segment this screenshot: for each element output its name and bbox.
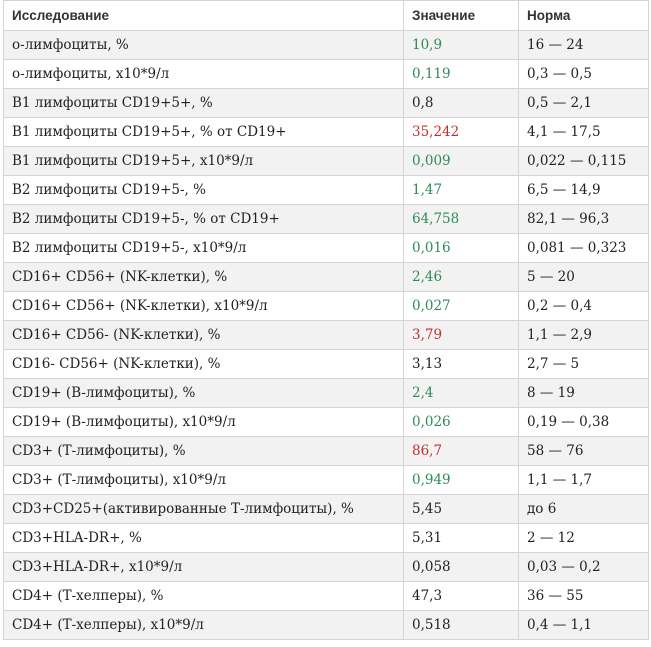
reference-range-cell: 5 — 20 (519, 263, 649, 292)
test-name-cell: о-лимфоциты, х10*9/л (4, 60, 404, 89)
test-name-cell: B2 лимфоциты CD19+5-, % (4, 176, 404, 205)
test-value-cell: 10,9 (404, 31, 519, 60)
test-name-cell: B2 лимфоциты CD19+5-, х10*9/л (4, 234, 404, 263)
reference-range-cell: 6,5 — 14,9 (519, 176, 649, 205)
test-value-cell: 1,47 (404, 176, 519, 205)
test-name-cell: CD3+ (Т-лимфоциты), х10*9/л (4, 466, 404, 495)
test-value-cell: 0,016 (404, 234, 519, 263)
reference-range-cell: 1,1 — 2,9 (519, 321, 649, 350)
test-value-cell: 0,027 (404, 292, 519, 321)
reference-range-cell: 8 — 19 (519, 379, 649, 408)
test-name-cell: о-лимфоциты, % (4, 31, 404, 60)
reference-range-cell: 0,19 — 0,38 (519, 408, 649, 437)
test-name-cell: CD3+HLA-DR+, % (4, 524, 404, 553)
reference-range-cell: до 6 (519, 495, 649, 524)
table-row (4, 60, 649, 89)
reference-range-cell: 4,1 — 17,5 (519, 118, 649, 147)
reference-range-cell: 0,022 — 0,115 (519, 147, 649, 176)
table-row (4, 495, 649, 524)
test-value-cell: 0,949 (404, 466, 519, 495)
reference-range-cell: 2,7 — 5 (519, 350, 649, 379)
header-row (4, 1, 649, 31)
test-value-cell: 3,13 (404, 350, 519, 379)
test-name-cell: CD16+ CD56+ (NK-клетки), х10*9/л (4, 292, 404, 321)
table-body (4, 31, 649, 640)
test-name-cell: B1 лимфоциты CD19+5+, % (4, 89, 404, 118)
test-value-cell: 0,518 (404, 611, 519, 640)
test-value-cell: 0,8 (404, 89, 519, 118)
table-row (4, 263, 649, 292)
table-row (4, 408, 649, 437)
reference-range-cell: 1,1 — 1,7 (519, 466, 649, 495)
table-row (4, 437, 649, 466)
test-value-cell: 2,46 (404, 263, 519, 292)
test-name-cell: CD4+ (Т-хелперы), % (4, 582, 404, 611)
test-value-cell: 35,242 (404, 118, 519, 147)
table-row (4, 524, 649, 553)
table-row (4, 89, 649, 118)
test-value-cell: 86,7 (404, 437, 519, 466)
reference-range-cell: 0,03 — 0,2 (519, 553, 649, 582)
test-value-cell: 0,009 (404, 147, 519, 176)
table-row (4, 292, 649, 321)
table-row (4, 582, 649, 611)
table-row (4, 611, 649, 640)
header-test: Исследование (4, 1, 404, 31)
test-name-cell: CD16- CD56+ (NK-клетки), % (4, 350, 404, 379)
table-row (4, 350, 649, 379)
reference-range-cell: 0,5 — 2,1 (519, 89, 649, 118)
table-header (4, 1, 649, 31)
test-value-cell: 0,058 (404, 553, 519, 582)
test-name-cell: B1 лимфоциты CD19+5+, х10*9/л (4, 147, 404, 176)
table-row (4, 118, 649, 147)
table-row (4, 234, 649, 263)
reference-range-cell: 0,3 — 0,5 (519, 60, 649, 89)
reference-range-cell: 0,2 — 0,4 (519, 292, 649, 321)
test-name-cell: B1 лимфоциты CD19+5+, % от CD19+ (4, 118, 404, 147)
test-name-cell: CD4+ (Т-хелперы), х10*9/л (4, 611, 404, 640)
reference-range-cell: 82,1 — 96,3 (519, 205, 649, 234)
test-name-cell: CD16+ CD56+ (NK-клетки), % (4, 263, 404, 292)
reference-range-cell: 2 — 12 (519, 524, 649, 553)
test-value-cell: 0,119 (404, 60, 519, 89)
test-name-cell: CD19+ (B-лимфоциты), х10*9/л (4, 408, 404, 437)
table-row (4, 553, 649, 582)
test-value-cell: 5,45 (404, 495, 519, 524)
reference-range-cell: 36 — 55 (519, 582, 649, 611)
test-value-cell: 64,758 (404, 205, 519, 234)
table-row (4, 147, 649, 176)
header-value: Значение (404, 1, 519, 31)
test-name-cell: CD16+ CD56- (NK-клетки), % (4, 321, 404, 350)
table-row (4, 31, 649, 60)
table-row (4, 379, 649, 408)
table-row (4, 176, 649, 205)
reference-range-cell: 0,081 — 0,323 (519, 234, 649, 263)
test-name-cell: CD3+CD25+(активированные Т-лимфоциты), % (4, 495, 404, 524)
table-row (4, 466, 649, 495)
test-value-cell: 2,4 (404, 379, 519, 408)
table-row (4, 205, 649, 234)
test-value-cell: 5,31 (404, 524, 519, 553)
test-name-cell: CD3+ (Т-лимфоциты), % (4, 437, 404, 466)
table-row (4, 321, 649, 350)
test-name-cell: CD19+ (B-лимфоциты), % (4, 379, 404, 408)
header-norm: Норма (519, 1, 649, 31)
test-name-cell: B2 лимфоциты CD19+5-, % от CD19+ (4, 205, 404, 234)
test-value-cell: 0,026 (404, 408, 519, 437)
reference-range-cell: 16 — 24 (519, 31, 649, 60)
reference-range-cell: 0,4 — 1,1 (519, 611, 649, 640)
test-value-cell: 47,3 (404, 582, 519, 611)
test-name-cell: CD3+HLA-DR+, х10*9/л (4, 553, 404, 582)
reference-range-cell: 58 — 76 (519, 437, 649, 466)
lab-results-table (3, 0, 649, 640)
test-value-cell: 3,79 (404, 321, 519, 350)
